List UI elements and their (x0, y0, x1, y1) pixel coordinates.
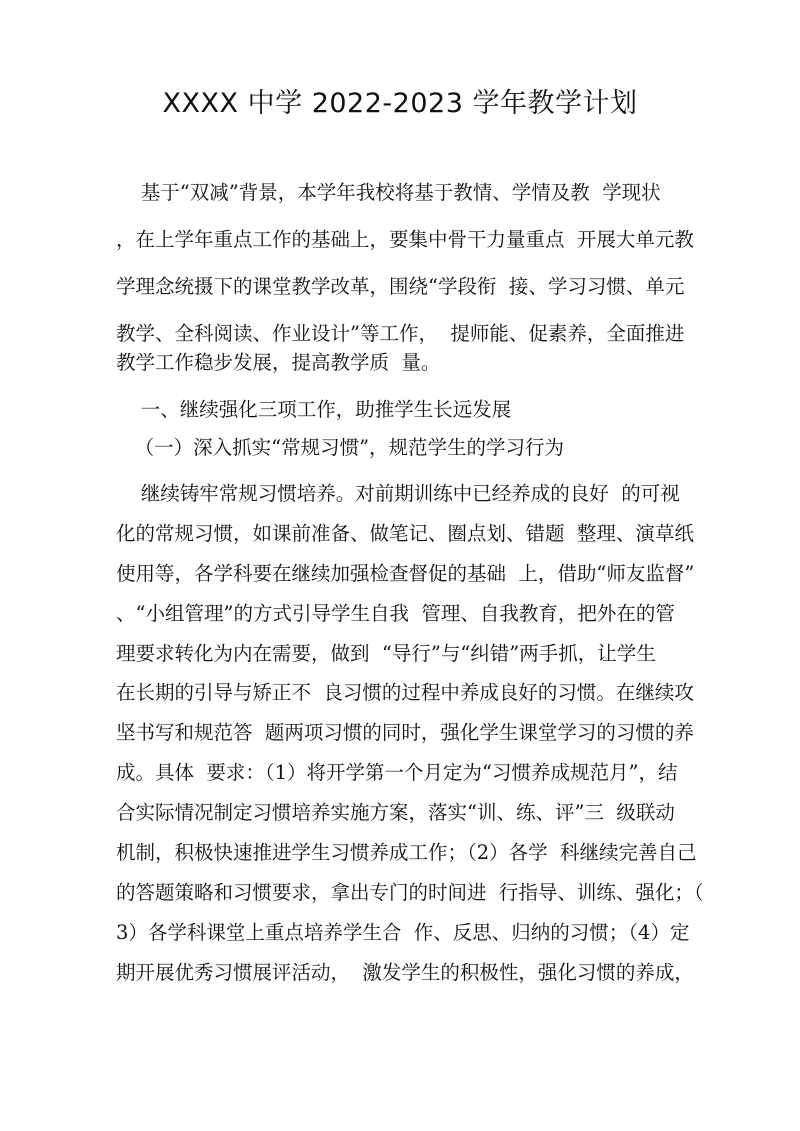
paragraph-line: 期开展优秀习惯展评活动， 激发学生的积极性，强化习惯的养成， (116, 961, 694, 984)
paragraph-line: 、“小组管理”的方式引导学生自我 管理、自我教育，把外在的管 (116, 602, 675, 625)
paragraph-line: 基于“双减”背景，本学年我校将基于教情、学情及教 学现状 (116, 181, 661, 204)
paragraph-line: 继续铸牢常规习惯培养。对前期训练中已经养成的良好 的可视 (116, 482, 680, 505)
paragraph-line: 机制，积极快速推进学生习惯养成工作；（2）各学 科继续完善自己 (116, 841, 697, 864)
paragraph-line: 学理念统摄下的课堂教学改革，围绕“学段衔 接、学习习惯、单元 (116, 275, 685, 298)
paragraph-line: 理要求转化为内在需要，做到 “导行”与“纠错”两手抓，让学生 (116, 642, 656, 665)
subsection-heading: （一）深入抓实“常规习惯”，规范学生的学习行为 (116, 436, 565, 459)
paragraph-line: 坚书写和规范答 题两项习惯的同时，强化学生课堂学习的习惯的养 (116, 721, 694, 744)
paragraph-line: 教学工作稳步发展，提高教学质 量。 (116, 351, 441, 374)
paragraph-line: 成。具体 要求：（1）将开学第一个月定为“习惯养成规范月”，结 (116, 761, 678, 784)
section-heading: 一、继续强化三项工作，助推学生长远发展 (116, 398, 512, 421)
paragraph-line: 3）各学科课堂上重点培养学生合 作、反思、归纳的习惯；（4）定 (116, 921, 690, 944)
paragraph-line: 的答题策略和习惯要求，拿出专门的时间进 行指导、训练、强化；（ (116, 881, 704, 904)
paragraph-line: 合实际情况制定习惯培养实施方案，落实“训、练、评”三 级联动 (116, 801, 675, 824)
paragraph-line: 使用等，各学科要在继续加强检查督促的基础 上，借助“师友监督” (116, 562, 695, 585)
paragraph-line: 在长期的引导与矫正不 良习惯的过程中养成良好的习惯。在继续攻 (116, 681, 694, 704)
paragraph-line: 化的常规习惯，如课前准备、做笔记、圈点划、错题 整理、演草纸 (116, 522, 694, 545)
document-title: XXXX 中学 2022-2023 学年教学计划 (162, 88, 638, 119)
paragraph-line: ，在上学年重点工作的基础上，要集中骨干力量重点 开展大单元教 (116, 228, 694, 251)
paragraph-line: 教学、全科阅读、作业设计”等工作， 提师能、促素养，全面推进 (116, 322, 685, 345)
